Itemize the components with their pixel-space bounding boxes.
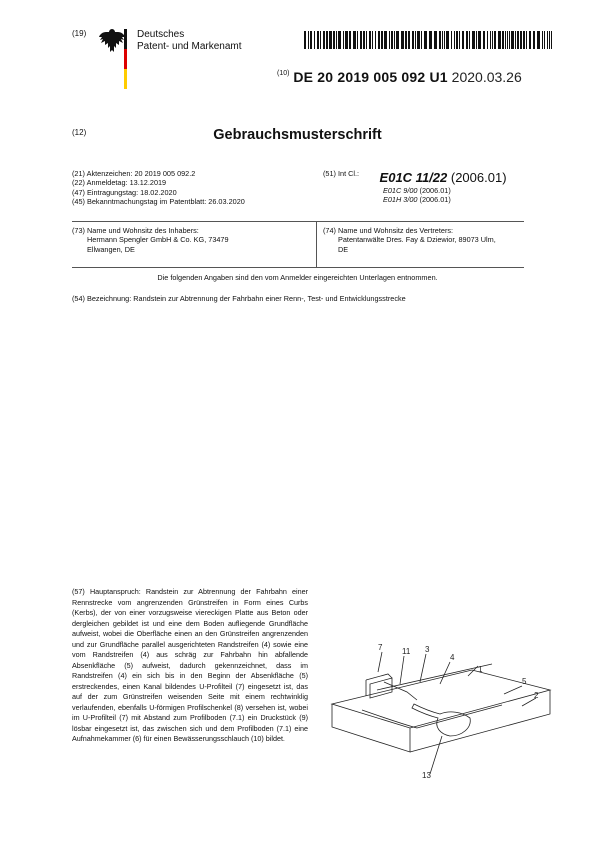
doc-type-label: (12) [72,128,87,137]
barcode-bar [469,31,470,49]
office-name [137,29,242,53]
barcode-bar [520,31,522,49]
barcode-bar [547,31,548,49]
barcode-bar [349,31,351,49]
owner-line-2: Ellwangen, DE [87,244,135,254]
publication-number: DE 20 2019 005 092 U1 [293,69,448,85]
barcode-bar [429,31,432,49]
rep-label: (74) Name und Wohnsitz des Vertreters: [323,226,454,235]
main-claim: (57) Hauptanspruch: Randstein zur Abtrennung der Fahrbahn einer Rennstrecke vom angrenzenden Grünstreifen in Form eines Curbs (Kerbs), der von einer vorzugsweise viereckigen Platte aus Beton oder dergleichen gebildet ist und eine dem Boden aufliegende Grundfläche aufweist, wobei die Oberfläche einen an den Grünstreifen angrenzenden und zur Grundfläche parallel ausgerichteten Randstreifen (4) sowie eine vom Randstreifen (4) aus schräg zur Fahrbahn hin abfallende Absenkfläche (5) aufweist, dadurch gekennzeichnet, dass im Randstreifen (4) ein sich bis in den Beginn der Absenkfläche (5) erstreckendes, einen Kanal bildendes U-Profilteil (7) eingesetzt ist, das auf der zum Grünstreifen weisenden Seite mit einem rechtwinklig verlaufenden, ebenfalls U-förmigen Profilschenkel (8) versehen ist, wobei im U-Profilteil (7) mit Abstand zum Profilboden (7.1) ein Druckstück (9) lösbar eingesetzt ist, das zwischen sich und dem Profilboden (7.1) eine Aufnahmekammer (6) für einen Bewässerungsschlauch (10) bildet. [72,587,308,743]
barcode-bar [454,31,455,49]
federal-eagle-icon [97,27,127,55]
barcode-bar [333,31,335,49]
barcode-bar [408,31,410,49]
barcode-bar [389,31,390,49]
barcode-bar [381,31,383,49]
barcode-bar [459,31,460,49]
int-cl-main-year: (2006.01) [450,170,507,185]
rep-line-2: DE [338,244,349,254]
barcode-bar [326,31,328,49]
barcode-bar [505,31,506,49]
barcode-bar [304,31,306,49]
pub-label: (10) [277,70,290,77]
barcode-bar [494,31,496,49]
barcode-bar [329,31,332,49]
barcode-bar [415,31,416,49]
barcode-bar [451,31,452,49]
country-code-label: (19) [72,29,87,38]
barcode-bar [434,31,437,49]
barcode-bar [353,31,356,49]
int-cl-sub1-year: (2006.01) [419,186,451,195]
barcode-bar [490,31,491,49]
int-cl-sub2-year: (2006.01) [419,195,451,205]
label-7: 7 [378,643,383,652]
barcode-bar [384,31,387,49]
barcode-bar [323,31,325,49]
int-cl-main-code: E01C 11/22 [379,170,448,185]
barcode-bar [502,31,504,49]
barcode-bar [394,31,395,49]
barcode-bar [345,31,348,49]
barcode-bar [483,31,485,49]
barcode-bar [476,31,477,49]
barcode-bar [363,31,365,49]
label-1: 1 [478,665,483,674]
barcode-bar [526,31,527,49]
barcode-bar [310,31,312,49]
barcode-bar [442,31,443,49]
owner-line-1: Hermann Spengler GmbH & Co. KG, 73479 [87,235,229,245]
label-13: 13 [422,771,431,780]
publication-date: 2020.03.26 [451,69,522,85]
int-cl-label: (51) Int Cl.: [323,169,360,178]
bekanntmachungstag: (45) Bekanntmachungstag im Patentblatt: 26.03.2020 [72,197,245,207]
slab-side [410,690,550,752]
barcode-bar [478,31,481,49]
barcode-bar [417,31,420,49]
barcode-bar [537,31,540,49]
barcode-bar [357,31,358,49]
barcode-bar [369,31,371,49]
int-cl-sub1-code: E01C 9/00 [383,186,418,195]
barcode-bar [439,31,441,49]
divider [72,267,524,268]
int-cl-secondary [383,186,451,205]
notice-text: Die folgenden Angaben sind den vom Anmelder eingereichten Unterlagen entnommen. [157,273,438,282]
barcode-bar [412,31,414,49]
representative-block [323,226,496,254]
label-4: 4 [450,653,455,662]
barcode-bar [466,31,468,49]
office-line-1: Deutsches [137,29,185,40]
u-profile [370,678,392,698]
national-flag-stripe [124,29,127,89]
slab-front [332,704,410,752]
slab-top [332,670,550,728]
anmeldetag: (22) Anmeldetag: 13.12.2019 [72,178,167,188]
barcode-bar [372,31,373,49]
label-11: 11 [402,647,411,656]
barcode-bar [336,31,337,49]
publication-number-line [277,69,522,85]
barcode-bar [338,31,341,49]
barcode-bar [509,31,510,49]
label-2: 2 [534,691,539,700]
barcode-bar [533,31,535,49]
designation: (54) Bezeichnung: Randstein zur Abtrennung der Fahrbahn einer Renn-, Test- und Entwicklungsstrecke [72,294,406,303]
barcode-bar [424,31,427,49]
barcode-bar [320,31,321,49]
rep-line-1: Patentanwälte Dres. Fay & Dziewior, 89073 Ulm, [338,235,496,245]
aktenzeichen: (21) Aktenzeichen: 20 2019 005 092.2 [72,169,196,178]
barcode-bar [523,31,525,49]
barcode-bar [446,31,449,49]
barcode-bar [549,31,550,49]
recess [412,704,470,736]
barcode-bar [507,31,508,49]
document-type-title: Gebrauchsmusterschrift [213,127,382,143]
barcode-bar [529,31,531,49]
barcode-bar [456,31,458,49]
barcode-bar [551,31,552,49]
barcode-bar [487,31,488,49]
barcode-bar [492,31,493,49]
barcode-bar [498,31,501,49]
barcode-bar [378,31,380,49]
barcode-bar [391,31,393,49]
barcode-bar [462,31,464,49]
barcode-bar [308,31,309,49]
barcode-bar [375,31,376,49]
barcode-bar [444,31,445,49]
office-line-2: Patent- und Markenamt [137,41,242,52]
barcode-bar [542,31,543,49]
barcode-bar [405,31,407,49]
barcode-bar [515,31,516,49]
divider [316,222,317,268]
barcode-bar [544,31,545,49]
barcode-bar [511,31,514,49]
patent-drawing [322,632,552,782]
eintragungstag: (47) Eintragungstag: 18.02.2020 [72,187,177,197]
barcode-bar [360,31,362,49]
barcode-bar [472,31,475,49]
barcode-bar [343,31,344,49]
int-cl-sub2-code: E01H 3/00 [383,195,418,205]
barcode-bar [396,31,399,49]
label-3: 3 [425,645,430,654]
owner-label: (73) Name und Wohnsitz des Inhabers: [72,226,199,235]
barcode-bar [517,31,519,49]
barcode-bar [314,31,315,49]
barcode [304,31,553,49]
barcode-bar [401,31,404,49]
barcode-bar [421,31,422,49]
label-5: 5 [522,677,527,686]
barcode-bar [317,31,319,49]
int-cl-block [323,169,507,187]
barcode-bar [366,31,367,49]
divider [72,221,524,222]
owner-block [72,226,229,254]
application-data [72,169,245,207]
